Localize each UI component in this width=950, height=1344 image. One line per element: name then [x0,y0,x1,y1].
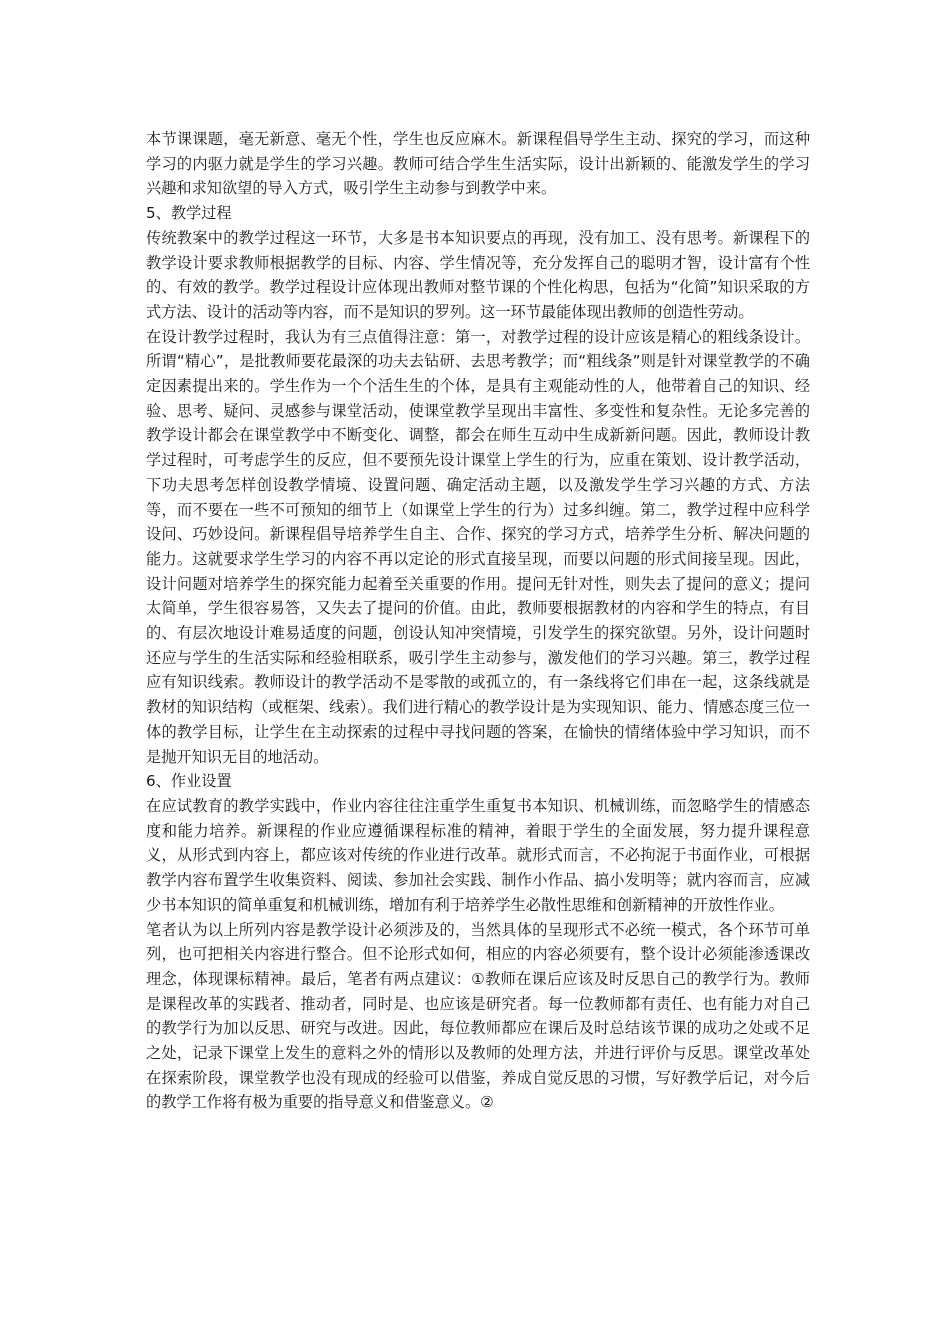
teaching-process-paragraph: 传统教案中的教学过程这一环节，大多是书本知识要点的再现，没有加工、没有思考。新课程下的教学设计要求教师根据教学的目标、内容、学生情况等，充分发挥自己的聪明才智，设计富有个性的、有效的教学。教学过程设计应体现出教师对整节课的个性化构思，包括为“化简”知识采取的方式方法、设计的活动等内容，而不是知识的罗列。这一环节最能体现出教师的创造性劳动。 [146,228,810,321]
document-body [146,127,810,1115]
conclusion-paragraph: 笔者认为以上所列内容是教学设计必须涉及的，当然具体的呈现形式不必统一模式，各个环节可单列，也可把相关内容进行整合。但不论形式如何，相应的内容必须要有，整个设计必须能渗透课改理念，体现课标精神。最后，笔者有两点建议：①教师在课后应该及时反思自己的教学行为。教师是课程改革的实践者、推动者，同时是、也应该是研究者。每一位教师都有责任、也有能力对自己的教学行为加以反思、研究与改进。因此，每位教师都应在课后及时总结该节课的成功之处或不足之处，记录下课堂上发生的意料之外的情形以及教师的处理方法，并进行评价与反思。课堂改革处在探索阶段，课堂教学也没有现成的经验可以借鉴，养成自觉反思的习惯，写好教学后记，对今后的教学工作将有极为重要的指导意义和借鉴意义。② [146,920,810,1112]
intro-paragraph: 本节课课题，毫无新意、毫无个性，学生也反应麻木。新课程倡导学生主动、探究的学习，而这种学习的内驱力就是学生的学习兴趣。教师可结合学生生活实际，设计出新颖的、能激发学生的学习兴趣和求知欲望的导入方式，吸引学生主动参与到教学中来。 [146,130,810,198]
section-heading-homework: 6、作业设置 [146,772,232,791]
homework-paragraph: 在应试教育的教学实践中，作业内容往往注重学生重复书本知识、机械训练，而忽略学生的情感态度和能力培养。新课程的作业应遵循课程标准的精神，着眼于学生的全面发展，努力提升课程意义，从形式到内容上，都应该对传统的作业进行改革。就形式而言，不必拘泥于书面作业，可根据教学内容布置学生收集资料、阅读、参加社会实践、制作小作品、搞小发明等；就内容而言，应减少书本知识的简单重复和机械训练，增加有利于培养学生必散性思维和创新精神的开放性作业。 [146,796,810,914]
design-notes-paragraph: 在设计教学过程时，我认为有三点值得注意：第一，对教学过程的设计应该是精心的粗线条设计。所谓“精心”，是批教师要花最深的功夫去钻研、去思考教学；而“粗线条”则是针对课堂教学的不确定因素提出来的。学生作为一个个活生生的个体，是具有主观能动性的人，他带着自己的知识、经验、思考、疑问、灵感参与课堂活动，使课堂教学呈现出丰富性、多变性和复杂性。无论多完善的教学设计都会在课堂教学中不断变化、调整，都会在师生互动中生成新新问题。因此，教师设计教学过程时，可考虑学生的反应，但不要预先设计课堂上学生的行为，应重在策划、设计教学活动，下功夫思考怎样创设教学情境、设置问题、确定活动主题，以及激发学生学习兴趣的方式、方法等，而不要在一些不可预知的细节上（如课堂上学生的行为）过多纠缠。第二，教学过程中应科学设问、巧妙设问。新课程倡导培养学生自主、合作、探究的学习方式，培养学生分析、解决问题的能力。这就要求学生学习的内容不再以定论的形式直接呈现，而要以问题的形式间接呈现。因此，设计问题对培养学生的探究能力起着至关重要的作用。提问无针对性，则失去了提问的意义；提问太简单，学生很容易答，又失去了提问的价值。由此，教师要根据教材的内容和学生的特点，有目的、有层次地设计难易适度的问题，创设认知冲突情境，引发学生的探究欲望。另外，设计问题时还应与学生的生活实际和经验相联系，吸引学生主动参与，激发他们的学习兴趣。第三，教学过程应有知识线索。教师设计的教学活动不是零散的或孤立的，有一条线将它们串在一起，这条线就是教材的知识结构（或框架、线索）。我们进行精心的教学设计是为实现知识、能力、情感态度三位一体的教学目标，让学生在主动探索的过程中寻找问题的答案，在愉快的情绪体验中学习知识，而不是抛开知识无目的地活动。 [146,327,810,766]
section-heading-teaching-process: 5、教学过程 [146,204,232,223]
